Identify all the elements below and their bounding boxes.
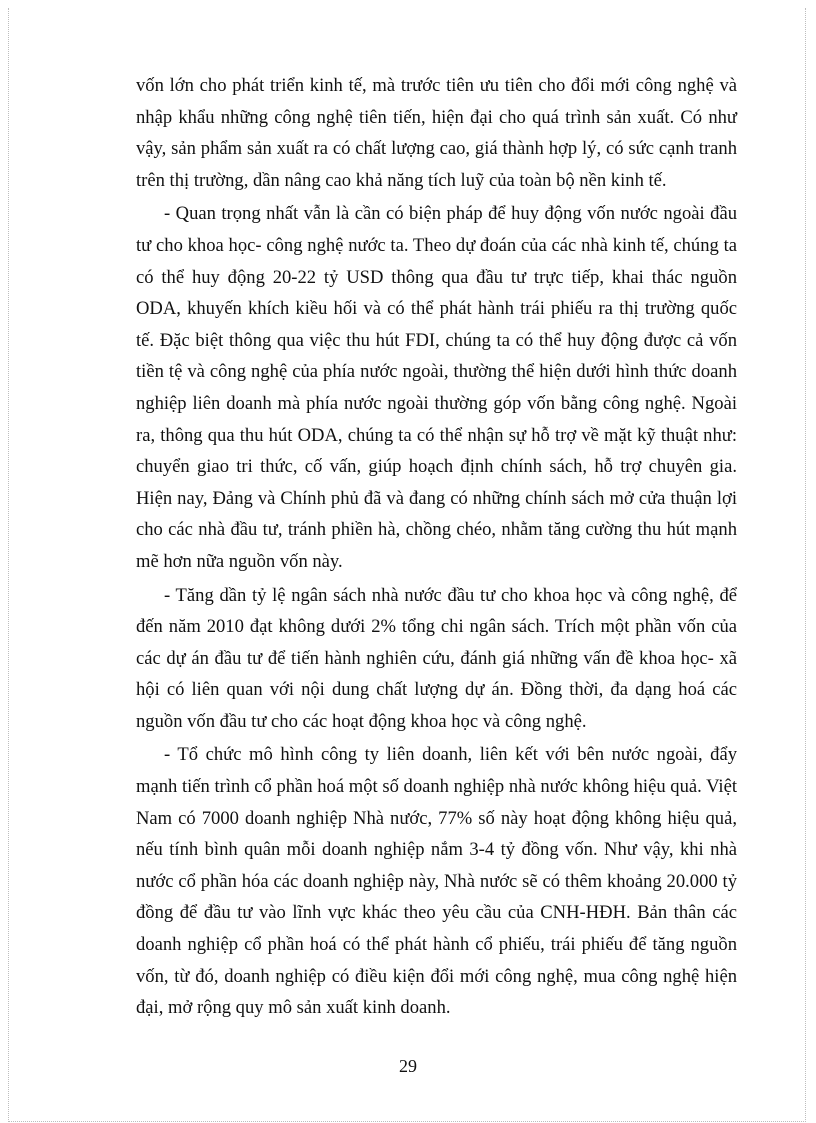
body-text [136,70,737,1024]
page-number: 29 [399,1056,417,1076]
paragraph-joint-venture: - Tổ chức mô hình công ty liên doanh, liên kết với bên nước ngoài, đẩy mạnh tiến trình cổ phần hoá một số doanh nghiệp nhà nước không hiệu quả. Việt Nam có 7000 doanh nghiệp Nhà nước, 77% số này hoạt động không hiệu quả, nếu tính bình quân mỗi doanh nghiệp nắm 3-4 tỷ đồng vốn. Như vậy, khi nhà nước cổ phần hóa các doanh nghiệp này, Nhà nước sẽ có thêm khoảng 20.000 tỷ đồng để đầu tư vào lĩnh vực khác theo yêu cầu của CNH-HĐH. Bản thân các doanh nghiệp cổ phần hoá có thể phát hành cổ phiếu, trái phiếu để tăng nguồn vốn, từ đó, doanh nghiệp có điều kiện đổi mới công nghệ, mua công nghệ hiện đại, mở rộng quy mô sản xuất kinh doanh. [136,744,737,1019]
paragraph-foreign-capital: - Quan trọng nhất vẫn là cần có biện pháp để huy động vốn nước ngoài đầu tư cho khoa học- công nghệ nước ta. Theo dự đoán của các nhà kinh tế, chúng ta có thể huy động 20-22 tỷ USD thông qua đầu tư trực tiếp, khai thác nguồn ODA, khuyến khích kiều hối và có thể phát hành trái phiếu ra thị trường quốc tế. Đặc biệt thông qua việc thu hút FDI, chúng ta có thể huy động được cả vốn tiền tệ và công nghệ của phía nước ngoài, thường thể hiện dưới hình thức doanh nghiệp liên doanh mà phía nước ngoài thường góp vốn bằng công nghệ. Ngoài ra, thông qua thu hút ODA, chúng ta có thể nhận sự hỗ trợ về mặt kỹ thuật như: chuyển giao tri thức, cố vấn, giúp hoạch định chính sách, hỗ trợ chuyên gia. Hiện nay, Đảng và Chính phủ đã và đang có những chính sách mở cửa thuận lợi cho các nhà đầu tư, tránh phiền hà, chồng chéo, nhằm tăng cường thu hút mạnh mẽ hơn nữa nguồn vốn này. [136,203,737,572]
paragraph-continued: vốn lớn cho phát triển kinh tế, mà trước tiên ưu tiên cho đổi mới công nghệ và nhập khẩu những công nghệ tiên tiến, hiện đại cho quá trình sản xuất. Có như vậy, sản phẩm sản xuất ra có chất lượng cao, giá thành hợp lý, có sức cạnh tranh trên thị trường, dần nâng cao khả năng tích luỹ của toàn bộ nền kinh tế. [136,75,737,191]
paragraph-state-budget: - Tăng dần tỷ lệ ngân sách nhà nước đầu tư cho khoa học và công nghệ, để đến năm 2010 đạt không dưới 2% tổng chi ngân sách. Trích một phần vốn của các dự án đầu tư để tiến hành nghiên cứu, đánh giá những vấn đề khoa học- xã hội có liên quan với nội dung chất lượng dự án. Đồng thời, đa dạng hoá các nguồn vốn đầu tư cho các hoạt động khoa học và công nghệ. [136,584,737,732]
